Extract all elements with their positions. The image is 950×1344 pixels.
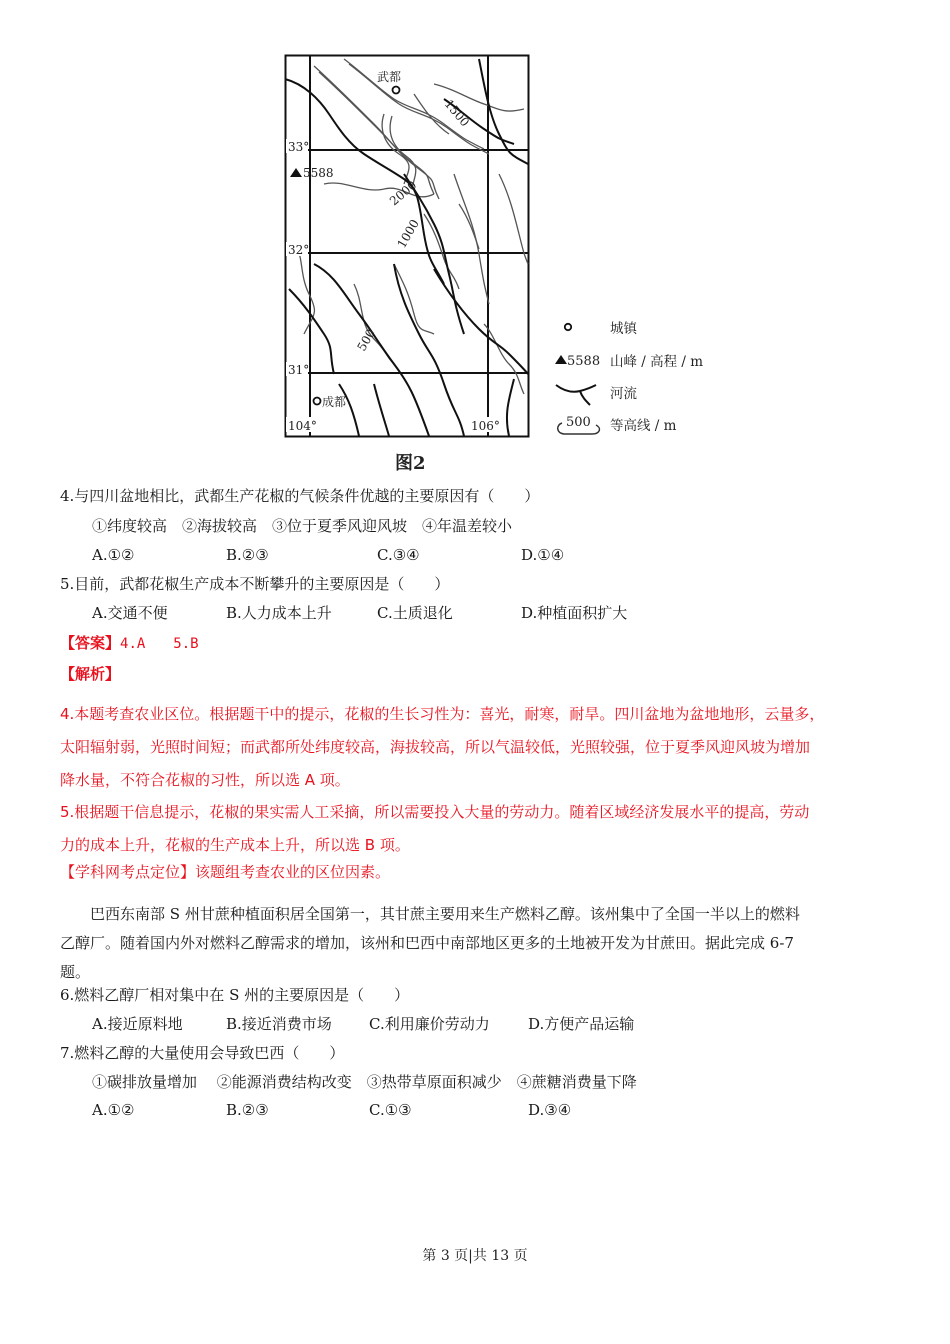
lat-32-label: 32°: [288, 243, 310, 257]
passage-line-1: 巴西东南部 S 州甘蔗种植面积居全国第一，其甘蔗主要用来生产燃料乙醇。该州集中了全国一半以上的燃料: [60, 905, 800, 923]
q7-option-d[interactable]: D.③④: [528, 1101, 572, 1119]
lat-31-label: 31°: [288, 363, 310, 377]
passage-line-3: 题。: [60, 963, 91, 981]
q5-option-c[interactable]: C.土质退化: [377, 604, 453, 622]
city-chengdu-marker: [314, 398, 321, 405]
peak-icon: [552, 349, 612, 371]
legend-label-peak: 山峰 / 高程 / m: [610, 354, 704, 370]
q7-statements: ①碳排放量增加 ②能源消费结构改变 ③热带草原面积减少 ④蔗糖消费量下降: [92, 1073, 637, 1091]
answer-line: [60, 633, 199, 654]
analysis-q5: [60, 796, 900, 862]
q6-option-b[interactable]: B.接近消费市场: [226, 1015, 332, 1033]
q6-option-d[interactable]: D.方便产品运输: [528, 1015, 635, 1033]
contour-1500-label: 1500: [441, 96, 473, 130]
analysis-q4-line-1: 4.本题考查农业区位。根据题干中的提示，花椒的生长习性为：喜光，耐寒，耐旱。四川盆地为盆地地形，云量多，: [60, 705, 825, 723]
q6-option-c[interactable]: C.利用廉价劳动力: [369, 1015, 490, 1033]
contour-500-label: 500: [354, 326, 379, 354]
legend-label-contour: 等高线 / m: [610, 418, 677, 434]
svg-text:500: 500: [566, 415, 591, 430]
q7-stem: 7.燃料乙醇的大量使用会导致巴西（ ）: [60, 1044, 345, 1062]
analysis-label: 【解析】: [60, 665, 121, 683]
analysis-q4-line-2: 太阳辐射弱，光照时间短；而武都所处纬度较高，海拔较高，所以气温较低，光照较强，位于夏季风迎风坡为增加: [60, 738, 811, 756]
answer-value: 4.A 5.B: [120, 636, 199, 652]
figure-caption: 图2: [395, 453, 426, 474]
q6-stem: 6.燃料乙醇厂相对集中在 S 州的主要原因是（ ）: [60, 986, 410, 1004]
q7-option-c[interactable]: C.①③: [369, 1101, 412, 1119]
city-wudu-marker: [393, 87, 400, 94]
q7-option-b[interactable]: B.②③: [226, 1101, 269, 1119]
analysis-heading: [60, 664, 120, 684]
analysis-q4-line-3: 降水量，不符合花椒的习性，所以选 A 项。: [60, 771, 350, 789]
answer-label: 【答案】: [60, 634, 121, 652]
q5-option-b[interactable]: B.人力成本上升: [226, 604, 332, 622]
peak-icon: [290, 168, 302, 177]
q6-option-a[interactable]: A.接近原料地: [92, 1015, 183, 1033]
figure-map: [284, 54, 744, 474]
q4-option-a[interactable]: A.①②: [92, 546, 135, 564]
passage-line-2: 乙醇厂。随着国内外对燃料乙醇需求的增加，该州和巴西中南部地区更多的土地被开发为甘蔗田。据此完成 6-7: [60, 934, 794, 952]
analysis-q4: [60, 698, 900, 797]
peak-elevation-label: 5588: [303, 166, 334, 180]
q7-option-a[interactable]: A.①②: [92, 1101, 135, 1119]
legend-label-river: 河流: [610, 386, 637, 402]
contour-2000-label: 2000: [386, 177, 420, 209]
contour-icon: [552, 413, 612, 435]
q4-statements: ①纬度较高 ②海拔较高 ③位于夏季风迎风坡 ④年温差较小: [92, 517, 513, 535]
lon-104-label: 104°: [288, 419, 317, 433]
q5-stem: 5.目前，武都花椒生产成本不断攀升的主要原因是（ ）: [60, 575, 450, 593]
town-icon: [552, 316, 612, 338]
topographic-map: [284, 54, 534, 444]
contour-1000-label: 1000: [394, 217, 422, 251]
city-wudu-label: 武都: [377, 70, 402, 84]
city-chengdu-label: 成都: [322, 395, 347, 409]
q5-option-d[interactable]: D.种植面积扩大: [521, 604, 628, 622]
q4-option-b[interactable]: B.②③: [226, 546, 269, 564]
analysis-location: 【学科网考点定位】该题组考查农业的区位因素。: [60, 863, 391, 881]
lon-106-label: 106°: [471, 419, 500, 433]
river-icon: [552, 381, 612, 403]
q4-option-d[interactable]: D.①④: [521, 546, 565, 564]
analysis-q5-line-1: 5.根据题干信息提示，花椒的果实需人工采摘，所以需要投入大量的劳动力。随着区域经济发展水平的提高，劳动: [60, 803, 810, 821]
q5-option-a[interactable]: A.交通不便: [92, 604, 168, 622]
analysis-q5-line-2: 力的成本上升，花椒的生产成本上升，所以选 B 项。: [60, 836, 410, 854]
q4-option-c[interactable]: C.③④: [377, 546, 420, 564]
page-footer: 第 3 页|共 13 页: [422, 1248, 528, 1264]
passage: [60, 900, 900, 987]
svg-text:5588: 5588: [567, 354, 601, 369]
legend-label-town: 城镇: [610, 321, 637, 337]
lat-33-label: 33°: [288, 140, 310, 154]
q4-stem: 4.与四川盆地相比，武都生产花椒的气候条件优越的主要原因有（ ）: [60, 487, 540, 505]
